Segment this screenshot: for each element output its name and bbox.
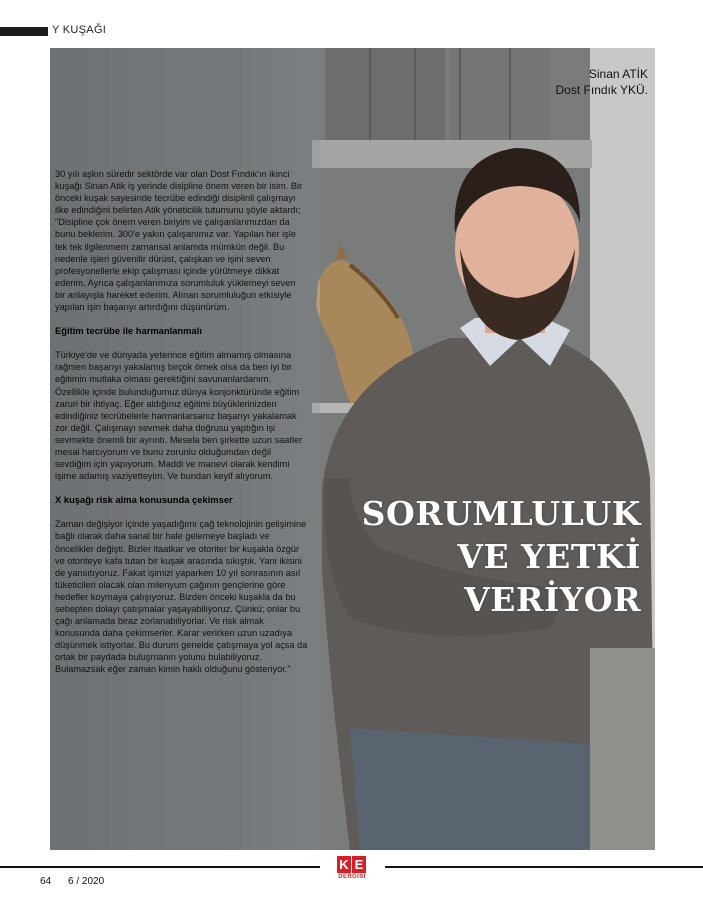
headline-line-1: SORUMLULUK [361, 494, 641, 533]
article-heading-2: X kuşağı risk alma konusunda çekimser [55, 494, 233, 506]
byline [556, 66, 648, 98]
article-body [55, 168, 308, 688]
logo-subtitle: DERGİSİ [338, 874, 366, 880]
article-heading-1: Eğitim tecrübe ile harmanlanmalı [55, 325, 202, 337]
byline-name: Sinan ATİK [588, 67, 648, 81]
footer-divider-left [0, 866, 320, 868]
page-number: 64 [40, 876, 52, 887]
headline [362, 492, 641, 621]
article-section-1: Türkiye'de ve dünyada yeterince eğitim almamış olmasına rağmen başarıyı yakalamış birçok örnek olsa da ben iyi bir eğitimin mutlaka olması gerektiğini savunanlardanım. Özellikle içinde bulunduğumuz dünya konjonktüründe eğitim zaruri bir ihtiyaç. Eğer aldığınız eğitimi büyüklerinizden edindiğiniz tecrübelerle harmanlarsanız başarıyı yakalamak zor değil. Çalışmayı sevmek daha doğrusu yaptığın işi sevmekte önemli bir ayrıntı. Mesela ben şirkette uzun saatler mesai harcıyorum ve bunu zorunlu olduğumdan değil sevdiğim için yapıyorum. Maddi ve manevi olarak kendimi işime adamış vaziyetteyim. Ve bundan keyif alıyorum. [55, 350, 303, 482]
headline-line-2: VE YETKİ [457, 537, 641, 576]
headline-line-3: VERİYOR [464, 580, 641, 619]
section-label: Y KUŞAĞI [52, 24, 107, 36]
footer-divider-right [385, 866, 703, 868]
issue-date: 6 / 2020 [68, 876, 105, 887]
magazine-logo [337, 856, 367, 886]
article-section-2: Zaman değişiyor içinde yaşadığımı çağ teknolojinin gelişimine bağlı olarak daha sanal bir hale gelemeye başladı ve öncelikler değişti. Bizler itaatkar ve otoriter bir kuşakla özgür ve otoriteye kafa tutan bir kuşak arasında sıkıştık. Yani ikisini de yansıtıyoruz. Fakat işimizi yaparken 10 yıl sonrasının asıl tüketicileri olacak olan milenyum çağının gençlerine göre hedefler koymaya çalışıyoruz. Bizden önceki kuşakla da bu sebepten dolayı çatışmalar yaşayabiliyoruz. Çünkü; onlar bu çağı anlamada biraz zorlanabiliyorlar. Ve risk almak konusunda daha çekimserler. Karar verirken uzun uzadıya düşünmek istiyorlar. Bu durum genelde çatışmaya yol açsa da ortak bir paydada buluşmanın yolunu bulabiliyoruz. Bulamazsak eğer zaman kimin haklı olduğunu gösteriyor." [55, 519, 308, 675]
logo-letter-e: E [352, 856, 366, 873]
article-intro: 30 yılı aşkın süredir sektörde var olan Dost Fındık'ın ikinci kuşağı Sinan Atik iş yerinde disipline önem veren bir isim. Bir önceki kuşak sayesinde tecrübe edindiği disiplinli çalışmayı ilke edindiğini belirten Atik yöneticilik tutumunu şöyle aktardı; "Disipline çok önem veren biriyim ve çalışanlarımızdan da bunu beklerim. 300'e yakın çalışanımız var. Yapılan her işle tek tek ilgilenmem zamansal anlamda mümkün değil. Bu nedenle işleri güvenilir dürüst, çalışkan ve işini seven profesyonellerle ekip çalışması içinde yürütmeye dikkat ederim. Ayrıca çalışanlarımıza sorumluluk yüklemeyi seven bir anlayışla hareket ederim. Alınan sorumluluğun etkisiyle yapılan işin başarıyı artırdığını düşünürüm. [55, 169, 303, 313]
logo-letter-k: K [337, 856, 351, 873]
byline-title: Dost Fındık YKÜ. [555, 83, 648, 97]
header-bar [0, 27, 48, 36]
